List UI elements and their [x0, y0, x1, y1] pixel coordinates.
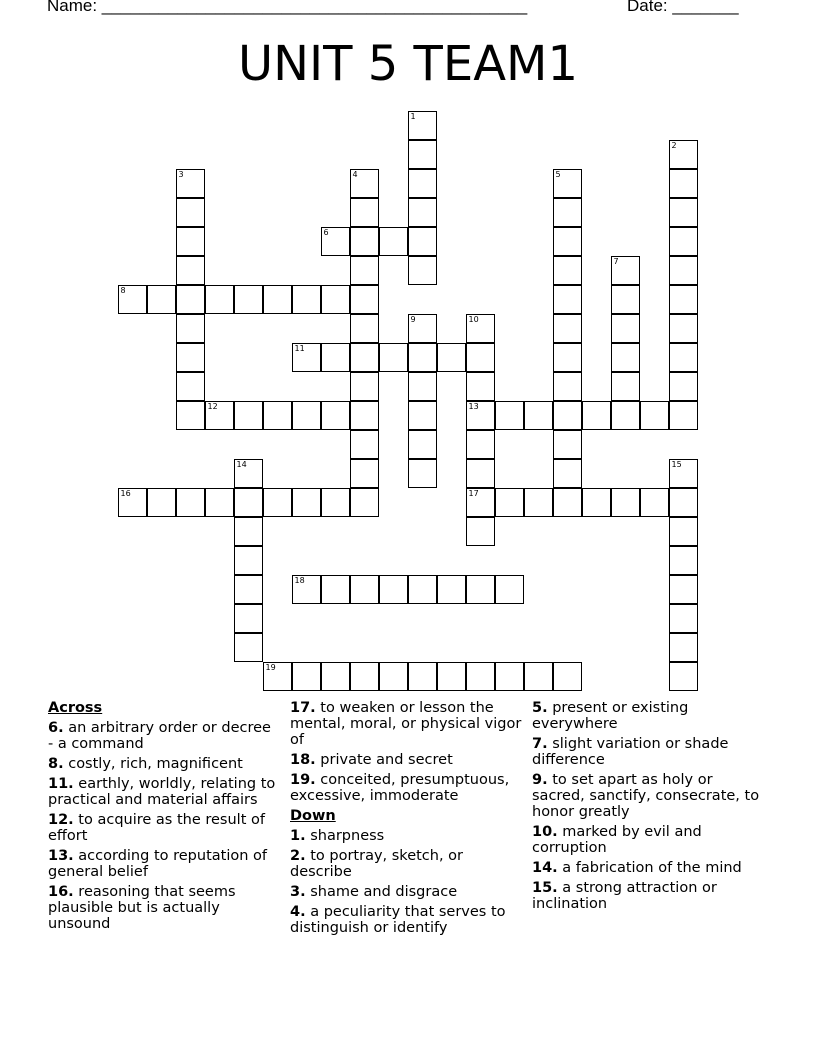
- grid-cell[interactable]: [234, 488, 263, 517]
- grid-cell[interactable]: [582, 401, 611, 430]
- grid-cell[interactable]: [611, 314, 640, 343]
- grid-cell[interactable]: [669, 198, 698, 227]
- cell-number: 7: [613, 256, 619, 266]
- grid-cell[interactable]: [408, 314, 437, 343]
- grid-cell[interactable]: [553, 662, 582, 691]
- grid-cell[interactable]: [350, 256, 379, 285]
- grid-cell[interactable]: [553, 285, 582, 314]
- grid-cell[interactable]: [669, 401, 698, 430]
- grid-cell[interactable]: [669, 604, 698, 633]
- grid-cell[interactable]: [176, 256, 205, 285]
- grid-cell[interactable]: [553, 227, 582, 256]
- grid-cell[interactable]: [234, 604, 263, 633]
- grid-cell[interactable]: [669, 285, 698, 314]
- clue-column-3: [532, 700, 764, 916]
- grid-cell[interactable]: [292, 575, 321, 604]
- grid-cell[interactable]: [495, 575, 524, 604]
- clue-across-19: 19. conceited, presumptuous, excessive, immoderate: [290, 772, 510, 804]
- grid-cell[interactable]: [350, 459, 379, 488]
- grid-cell[interactable]: [350, 169, 379, 198]
- cell-number: 14: [236, 459, 247, 469]
- grid-cell[interactable]: [408, 430, 437, 459]
- grid-cell[interactable]: [669, 169, 698, 198]
- grid-cell[interactable]: [350, 343, 379, 372]
- cell-number: 5: [555, 169, 561, 179]
- clue-across-11: 11. earthly, worldly, relating to practical and material affairs: [48, 776, 276, 808]
- cell-number: 6: [323, 227, 329, 237]
- cell-number: 4: [352, 169, 358, 179]
- grid-cell[interactable]: [437, 662, 466, 691]
- cell-number: 1: [410, 111, 416, 121]
- clue-down-10: 10. marked by evil and corruption: [532, 824, 702, 856]
- clue-down-2: 2. to portray, sketch, or describe: [290, 848, 464, 880]
- grid-cell[interactable]: [292, 343, 321, 372]
- grid-cell[interactable]: [524, 662, 553, 691]
- grid-cell[interactable]: [408, 575, 437, 604]
- grid-cell[interactable]: [408, 111, 437, 140]
- grid-cell[interactable]: [350, 430, 379, 459]
- grid-cell[interactable]: [466, 314, 495, 343]
- grid-cell[interactable]: [669, 140, 698, 169]
- grid-cell[interactable]: [408, 343, 437, 372]
- grid-cell[interactable]: [350, 198, 379, 227]
- grid-cell[interactable]: [466, 517, 495, 546]
- grid-cell[interactable]: [234, 401, 263, 430]
- grid-cell[interactable]: [234, 575, 263, 604]
- cell-number: 3: [178, 169, 184, 179]
- grid-cell[interactable]: [263, 401, 292, 430]
- grid-cell[interactable]: [118, 285, 147, 314]
- grid-cell[interactable]: [408, 198, 437, 227]
- grid-cell[interactable]: [611, 372, 640, 401]
- clue-across-16: 16. reasoning that seems plausible but is actually unsound: [48, 884, 236, 932]
- grid-cell[interactable]: [321, 488, 350, 517]
- clue-down-1: 1. sharpness: [290, 828, 385, 844]
- grid-cell[interactable]: [263, 662, 292, 691]
- cell-number: 16: [120, 488, 131, 498]
- cell-number: 15: [671, 459, 682, 469]
- grid-cell[interactable]: [350, 662, 379, 691]
- grid-cell[interactable]: [466, 372, 495, 401]
- grid-cell[interactable]: [408, 662, 437, 691]
- clue-across-18: 18. private and secret: [290, 752, 453, 768]
- grid-cell[interactable]: [495, 662, 524, 691]
- grid-cell[interactable]: [640, 488, 669, 517]
- grid-cell[interactable]: [176, 198, 205, 227]
- grid-cell[interactable]: [408, 401, 437, 430]
- grid-cell[interactable]: [234, 517, 263, 546]
- grid-cell[interactable]: [669, 372, 698, 401]
- grid-cell[interactable]: [234, 633, 263, 662]
- page-title: UNIT 5 TEAM1: [237, 36, 578, 92]
- cell-number: 10: [468, 314, 479, 324]
- grid-cell[interactable]: [321, 285, 350, 314]
- grid-cell[interactable]: [350, 401, 379, 430]
- grid-cell[interactable]: [669, 488, 698, 517]
- grid-cell[interactable]: [437, 575, 466, 604]
- grid-cell[interactable]: [553, 488, 582, 517]
- clue-down-4: 4. a peculiarity that serves to distinguish or identify: [290, 904, 506, 936]
- grid-cell[interactable]: [466, 488, 495, 517]
- grid-cell[interactable]: [553, 314, 582, 343]
- grid-cell[interactable]: [234, 285, 263, 314]
- grid-cell[interactable]: [176, 488, 205, 517]
- grid-cell[interactable]: [408, 227, 437, 256]
- grid-cell[interactable]: [553, 372, 582, 401]
- grid-cell[interactable]: [350, 575, 379, 604]
- grid-cell[interactable]: [408, 169, 437, 198]
- grid-cell[interactable]: [292, 401, 321, 430]
- grid-cell[interactable]: [466, 662, 495, 691]
- clue-across-6: 6. an arbitrary order or decree - a command: [48, 720, 271, 752]
- grid-cell[interactable]: [350, 314, 379, 343]
- grid-cell[interactable]: [321, 227, 350, 256]
- date-field[interactable]: Date: _______: [627, 0, 739, 15]
- grid-cell[interactable]: [466, 459, 495, 488]
- grid-cell[interactable]: [147, 488, 176, 517]
- grid-cell[interactable]: [669, 517, 698, 546]
- grid-cell[interactable]: [611, 343, 640, 372]
- grid-cell[interactable]: [350, 372, 379, 401]
- grid-cell[interactable]: [176, 401, 205, 430]
- grid-cell[interactable]: [263, 488, 292, 517]
- grid-cell[interactable]: [669, 343, 698, 372]
- grid-cell[interactable]: [611, 285, 640, 314]
- grid-cell[interactable]: [176, 343, 205, 372]
- across-heading: Across: [48, 700, 103, 716]
- clue-across-17: 17. to weaken or lesson the mental, moral, or physical vigor of: [290, 700, 522, 748]
- grid-cell[interactable]: [205, 401, 234, 430]
- grid-cell[interactable]: [321, 575, 350, 604]
- grid-cell[interactable]: [408, 140, 437, 169]
- grid-cell[interactable]: [553, 343, 582, 372]
- grid-cell[interactable]: [669, 314, 698, 343]
- clue-down-3: 3. shame and disgrace: [290, 884, 458, 900]
- grid-cell[interactable]: [205, 285, 234, 314]
- clue-down-5: 5. present or existing everywhere: [532, 700, 689, 732]
- clue-down-9: 9. to set apart as holy or sacred, sanctify, consecrate, to honor greatly: [532, 772, 760, 820]
- grid-cell[interactable]: [553, 430, 582, 459]
- grid-cell[interactable]: [350, 488, 379, 517]
- grid-cell[interactable]: [205, 488, 234, 517]
- name-field[interactable]: Name: _____________________________________________: [47, 0, 528, 15]
- grid-cell[interactable]: [379, 343, 408, 372]
- grid-cell[interactable]: [118, 488, 147, 517]
- grid-cell[interactable]: [408, 372, 437, 401]
- grid-cell[interactable]: [669, 256, 698, 285]
- grid-cell[interactable]: [466, 401, 495, 430]
- cell-number: 11: [294, 343, 305, 353]
- grid-cell[interactable]: [495, 401, 524, 430]
- clue-across-8: 8. costly, rich, magnificent: [48, 756, 243, 772]
- clue-across-13: 13. according to reputation of general belief: [48, 848, 267, 880]
- grid-cell[interactable]: [437, 343, 466, 372]
- grid-cell[interactable]: [669, 662, 698, 691]
- grid-cell[interactable]: [292, 662, 321, 691]
- cell-number: 2: [671, 140, 677, 150]
- grid-cell[interactable]: [611, 488, 640, 517]
- grid-cell[interactable]: [611, 256, 640, 285]
- grid-cell[interactable]: [176, 314, 205, 343]
- grid-cell[interactable]: [408, 256, 437, 285]
- grid-cell[interactable]: [466, 343, 495, 372]
- grid-cell[interactable]: [553, 169, 582, 198]
- clue-column-2: [290, 700, 522, 940]
- clue-across-12: 12. to acquire as the result of effort: [48, 812, 265, 844]
- clue-down-7: 7. slight variation or shade difference: [532, 736, 729, 768]
- grid-cell[interactable]: [292, 285, 321, 314]
- clue-down-14: 14. a fabrication of the mind: [532, 860, 742, 876]
- grid-cell[interactable]: [553, 401, 582, 430]
- grid-cell[interactable]: [234, 546, 263, 575]
- cell-number: 12: [207, 401, 218, 411]
- grid-cell[interactable]: [176, 372, 205, 401]
- down-heading: Down: [290, 808, 336, 824]
- grid-cell[interactable]: [292, 488, 321, 517]
- grid-cell[interactable]: [669, 633, 698, 662]
- grid-cell[interactable]: [379, 227, 408, 256]
- grid-cell[interactable]: [379, 662, 408, 691]
- grid-cell[interactable]: [669, 575, 698, 604]
- grid-cell[interactable]: [176, 169, 205, 198]
- grid-cell[interactable]: [350, 227, 379, 256]
- grid-cell[interactable]: [669, 546, 698, 575]
- cell-number: 19: [265, 662, 276, 672]
- cell-number: 9: [410, 314, 416, 324]
- grid-cell[interactable]: [495, 488, 524, 517]
- grid-cell[interactable]: [263, 285, 292, 314]
- grid-cell[interactable]: [553, 459, 582, 488]
- grid-cell[interactable]: [466, 575, 495, 604]
- grid-cell[interactable]: [553, 256, 582, 285]
- grid-cell[interactable]: [524, 488, 553, 517]
- cell-number: 8: [120, 285, 126, 295]
- grid-cell[interactable]: [524, 401, 553, 430]
- grid-cell[interactable]: [321, 662, 350, 691]
- grid-cell[interactable]: [321, 401, 350, 430]
- grid-cell[interactable]: [466, 430, 495, 459]
- clue-column-1: [48, 700, 280, 936]
- grid-cell[interactable]: [176, 227, 205, 256]
- cell-number: 18: [294, 575, 305, 585]
- grid-cell[interactable]: [147, 285, 176, 314]
- grid-cell[interactable]: [234, 459, 263, 488]
- grid-cell[interactable]: [553, 198, 582, 227]
- clue-down-15: 15. a strong attraction or inclination: [532, 880, 717, 912]
- grid-cell[interactable]: [350, 285, 379, 314]
- cell-number: 17: [468, 488, 479, 498]
- grid-cell[interactable]: [640, 401, 669, 430]
- grid-cell[interactable]: [379, 575, 408, 604]
- grid-cell[interactable]: [408, 459, 437, 488]
- grid-cell[interactable]: [611, 401, 640, 430]
- cell-number: 13: [468, 401, 479, 411]
- grid-cell[interactable]: [321, 343, 350, 372]
- grid-cell[interactable]: [176, 285, 205, 314]
- grid-cell[interactable]: [582, 488, 611, 517]
- grid-cell[interactable]: [669, 227, 698, 256]
- grid-cell[interactable]: [669, 459, 698, 488]
